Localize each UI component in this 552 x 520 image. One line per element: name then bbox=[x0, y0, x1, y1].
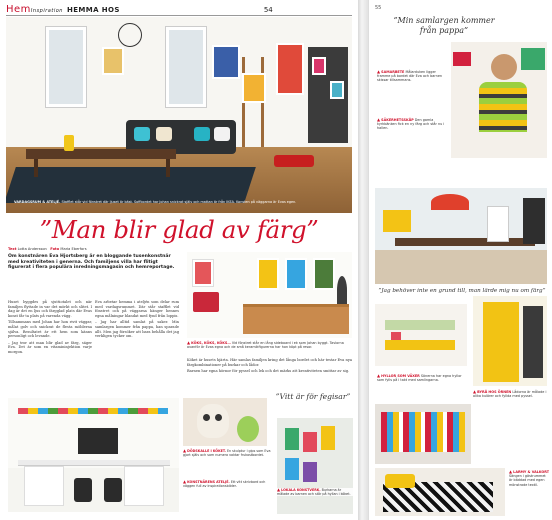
atelier-desk-photo bbox=[8, 398, 179, 512]
pull-quote-right-top: ”Min samlargen kommer från pappa” bbox=[393, 16, 495, 35]
article-column-3: Köket är husets hjärta. Här samlas familjen kring det långa bordet och här testar Eva nya färgkombinationer på burkar och lådor. Barnen har egna hörnor för pyssel och lek och det märks att kreativiteten smittar av sig. bbox=[187, 358, 352, 374]
right-page bbox=[368, 0, 552, 520]
article-ingress: Om konstnären Eva Hjortsberg är en bloggande tusenkonstnär med kreativiteten i generna. Och familjens villa har flitigt figurerat i flera populära inredningsmagasin och hemreportage. bbox=[8, 254, 175, 271]
cans-caption: ▲ LOKALA KONSTVERK. Burkarna är målade av barnen och står på hyllan i köket. bbox=[277, 488, 353, 496]
section-label: HEMMA HOS bbox=[66, 5, 120, 14]
article-column-1: Huset byggdes på sjuttiotalet och när familjen flyttade in var det mörkt och slitet. I dag är det en ljus och färgglad plats där Evas konst får ta plats på varenda vägg. Tillsammans med Johan har hon rivit väggar, målat golv och snickrat de flesta möblerna själva. Resultatet är ett hem som känns personligt och levande. – Jag tror att man blir glad av färg, säger Eva. Det är som en vitamininjektion varje morgon. bbox=[8, 300, 92, 354]
page-number-right: 55 bbox=[375, 5, 382, 11]
guest-bed-photo bbox=[375, 468, 505, 516]
page-header bbox=[6, 4, 352, 16]
hallway-photo bbox=[375, 304, 467, 366]
main-photo-caption: VARDAGSRUM & ATELJÉ. Stafflet står vid fönstret där ljuset är bäst. Soffbordet har Johan snickrat själv och mattan är från IKEA. Konsten på väggarna är Evas egen. bbox=[14, 200, 297, 204]
kitchen-photo bbox=[375, 188, 547, 284]
right-caption-b: ▲ SÄKERHETSSKÅP Den gamla kyrkbänken fick en ny färg och står nu i hallen. bbox=[377, 117, 445, 131]
article-column-2: Eva arbetar hemma i ateljén som delar rum med vardagsrummet. Där står stafflet vid fönstret och på väggarna hänger hennes egna målningar blandat med fynd från loppis. – Jag har alltid samlat på saker. Min samlargen kommer från pappa, han sparade allt. Men jag försöker att bara behålla det jag verkligen tycker om. bbox=[95, 300, 179, 339]
spread-gutter bbox=[358, 0, 368, 520]
living-room-photo bbox=[6, 17, 352, 213]
byline: Text Lotta Andersson Foto Maria Eberfors bbox=[8, 247, 87, 251]
wardrobe-photo bbox=[375, 404, 471, 464]
right-caption-d: ▲ HYLLOR SOM VÄXER Sönerna har egna hyllor som fylls på i takt med samlingarna. bbox=[377, 373, 462, 383]
sideboard-caption: ▲ KÖKS, KÖKS, KÖKS… Vid fönstret står en lång sideboard i ek som Johan byggt. Tavlorna ovanför är Evas egna och de små keramikfigurerna har hon köpt på resor. bbox=[187, 340, 344, 350]
sideboard-photo bbox=[187, 252, 352, 338]
article-headline: ”Man blir glad av färg” bbox=[39, 215, 319, 244]
right-caption-e: ▲ LARMY & VALKORT Sängen i gästrummet är bäddad med egen mönstrade textil. bbox=[509, 469, 550, 487]
pull-quote-left: ”Vitt är för fegisar” bbox=[275, 392, 351, 401]
skull-sculpture-photo bbox=[183, 398, 267, 446]
right-caption-c: ▲ BYRÅ HOS ÖRNEN Lådorna är målade i olika kulörer och fyllda med pyssel. bbox=[473, 389, 547, 399]
yellow-shelf-photo bbox=[473, 296, 547, 386]
coffee-table bbox=[26, 149, 176, 159]
skull-caption: ▲ DÖDSKALLE I KÖKET. En skulptur i gips som Eva gjort själv och som numera vaktar frukostbordet. bbox=[183, 448, 271, 458]
pull-quote-right-mid: ”Jag behöver inte en grund till, man lärde mig nu om färg” bbox=[378, 288, 546, 294]
painted-cans-photo bbox=[277, 418, 353, 514]
right-caption-a: ▲ SAMARBETE Målarduken ligger framme på bordet där Eva och barnen skissar tillsammans. bbox=[377, 69, 443, 83]
magazine-brand: HemInspiration bbox=[6, 4, 63, 15]
portrait-photo bbox=[451, 42, 547, 158]
page-number-left: 54 bbox=[263, 5, 273, 14]
desk-caption: ▲ KONSTNÄRENS ATELJÉ. Ett vitt skrivbord och väggen full av inspirationsbilder. bbox=[183, 479, 266, 489]
ceiling-lamp-icon bbox=[118, 23, 142, 47]
